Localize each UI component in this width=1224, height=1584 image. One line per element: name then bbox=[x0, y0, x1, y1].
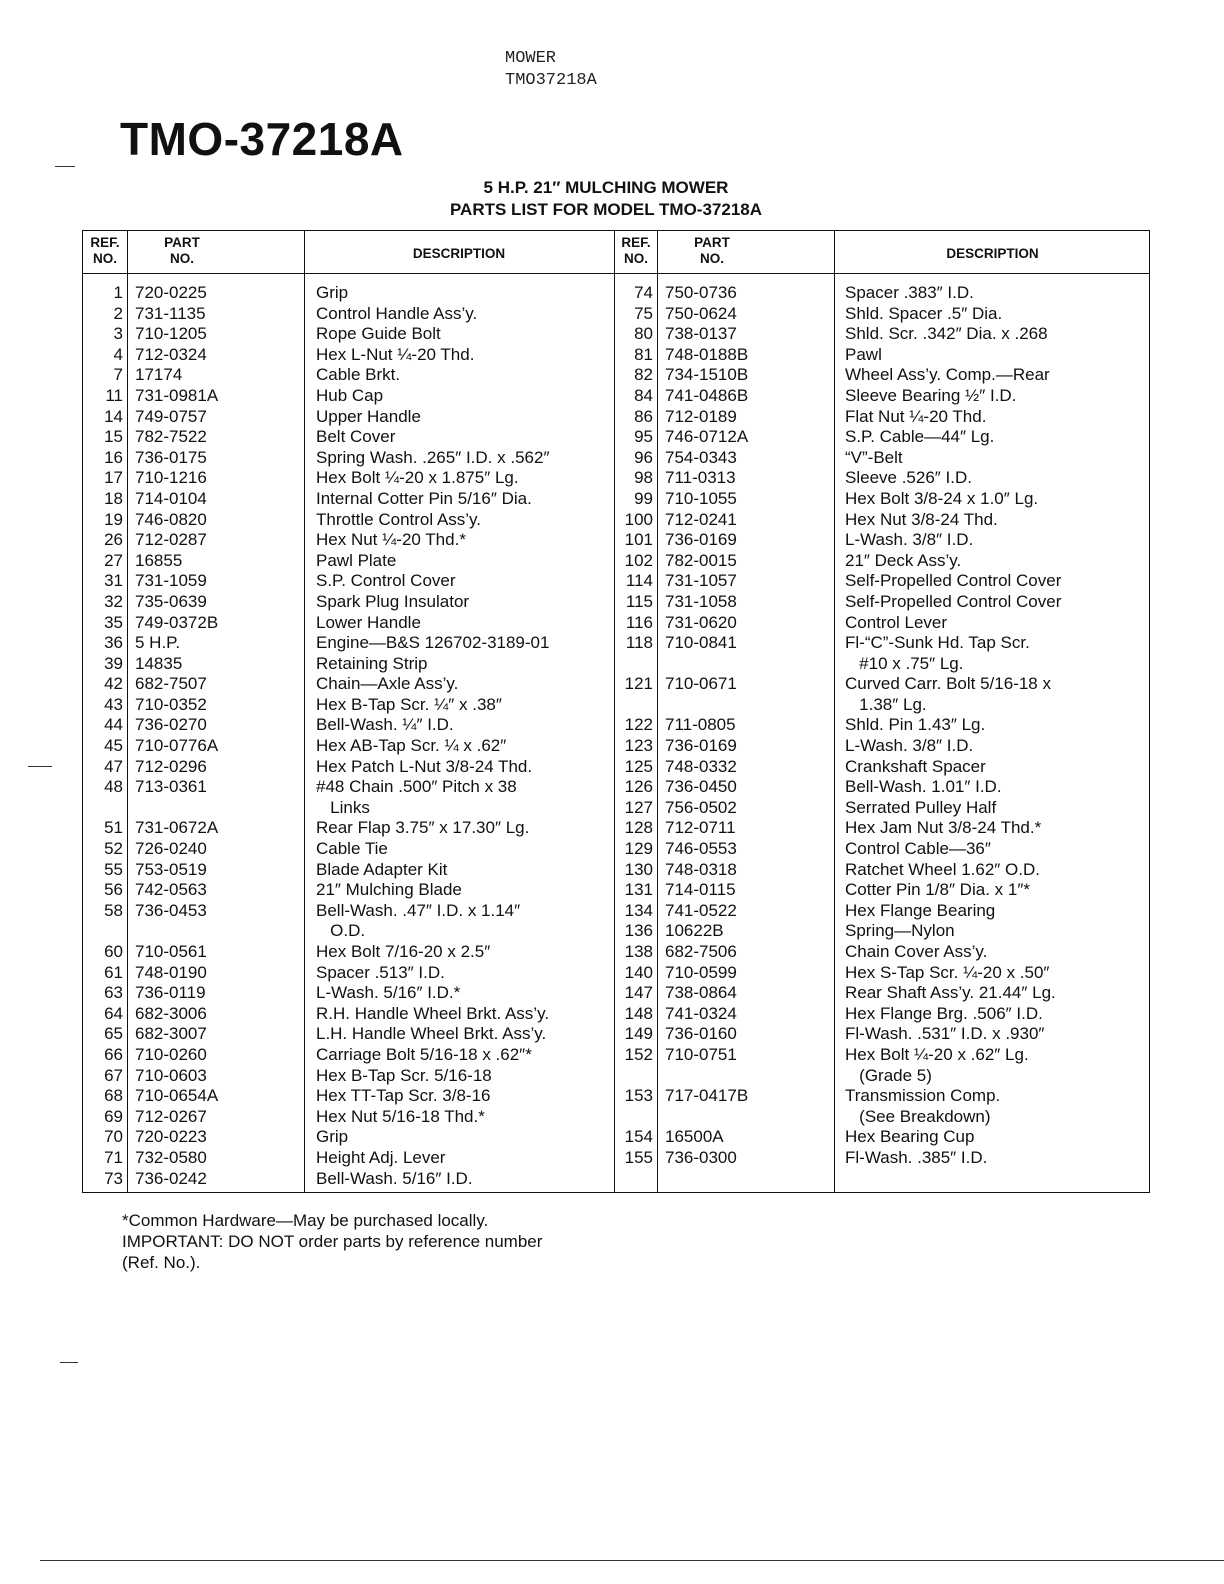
cell-desc: (Grade 5) bbox=[845, 1065, 932, 1085]
cell-ref: 130 bbox=[624, 859, 653, 879]
cell-part bbox=[665, 695, 748, 716]
cell-part: 741-0522 bbox=[665, 900, 737, 920]
cell-ref: 128 bbox=[624, 818, 653, 838]
cell-desc: Hub Cap bbox=[316, 385, 384, 405]
cell-desc: Rope Guide Bolt bbox=[316, 324, 441, 344]
cell-desc: Spark Plug Insulator bbox=[316, 591, 470, 611]
cell-part: 16855 bbox=[135, 550, 183, 570]
cell-desc: Bell-Wash. 1.01″ I.D. bbox=[845, 777, 1002, 797]
cell-part: 717-0417B bbox=[665, 1086, 749, 1106]
cell-desc: Cable Brkt. bbox=[316, 365, 401, 385]
cell-part: 731-0672A bbox=[135, 818, 219, 838]
footnote-line-1: *Common Hardware—May be purchased locally. bbox=[122, 1211, 489, 1230]
cell-ref: 154 bbox=[624, 1127, 653, 1147]
cell-ref: 32 bbox=[104, 591, 123, 611]
cell-part: 731-0620 bbox=[665, 612, 737, 632]
cell-part: 735-0639 bbox=[135, 591, 207, 611]
cell-ref: 74 bbox=[634, 283, 653, 302]
cell-desc: Control Handle Ass’y. bbox=[316, 303, 478, 323]
cell-part: 710-0841 bbox=[665, 633, 737, 653]
cell-ref: 18 bbox=[104, 488, 123, 508]
model-title: TMO-37218A bbox=[120, 113, 404, 165]
subtitle-line-2: PARTS LIST FOR MODEL TMO-37218A bbox=[449, 200, 763, 219]
cell-part: 749-0757 bbox=[135, 406, 207, 426]
cell-desc: Hex AB-Tap Scr. ¼ x .62″ bbox=[316, 736, 507, 756]
cell-ref: 63 bbox=[104, 983, 123, 1003]
cell-part: 738-0137 bbox=[665, 324, 737, 344]
header-description: DESCRIPTION bbox=[946, 246, 1039, 261]
cell-desc: #10 x .75″ Lg. bbox=[845, 653, 964, 673]
cell-ref: 118 bbox=[625, 633, 653, 653]
cell-desc: Hex Jam Nut 3/8-24 Thd.* bbox=[845, 818, 1042, 838]
cell-ref: 102 bbox=[624, 550, 653, 570]
cell-desc: Spring—Nylon bbox=[845, 921, 955, 941]
cell-part: 720-0223 bbox=[135, 1127, 207, 1147]
cell-part: 731-1057 bbox=[665, 571, 737, 591]
cell-ref: 138 bbox=[624, 942, 653, 961]
cell-desc: L.H. Handle Wheel Brkt. Ass’y. bbox=[316, 1024, 547, 1044]
cell-desc: Lower Handle bbox=[316, 612, 421, 632]
cell-part: 750-0624 bbox=[665, 303, 737, 323]
cell-part: 731-1059 bbox=[135, 571, 207, 591]
cell-part: 710-0654A bbox=[135, 1086, 219, 1106]
cell-part: 713-0361 bbox=[135, 777, 207, 797]
cell-ref: 155 bbox=[624, 1147, 653, 1167]
cell-part: 712-0189 bbox=[665, 406, 737, 426]
cell-ref: 39 bbox=[104, 653, 123, 673]
cell-desc: Pawl Plate bbox=[316, 550, 397, 570]
cell-part: 714-0104 bbox=[135, 488, 207, 508]
header-ref-no: REF. NO. bbox=[90, 235, 120, 266]
cell-desc: Hex S-Tap Scr. ¼-20 x .50″ bbox=[845, 962, 1050, 982]
cell-ref: 80 bbox=[634, 324, 653, 344]
cell-ref: 16 bbox=[104, 447, 123, 467]
cell-part: 748-0332 bbox=[665, 756, 737, 776]
cell-part: 736-0169 bbox=[665, 530, 737, 550]
cell-desc: Hex Bearing Cup bbox=[845, 1127, 975, 1147]
cell-desc: Links bbox=[316, 797, 370, 817]
cell-part bbox=[665, 1107, 748, 1128]
cell-ref: 73 bbox=[104, 1168, 123, 1188]
cell-desc: S.P. Control Cover bbox=[316, 571, 456, 591]
cell-desc: Hex Flange Bearing bbox=[845, 900, 996, 920]
left-description-column bbox=[316, 283, 549, 1189]
cell-desc: Chain—Axle Ass’y. bbox=[316, 674, 459, 694]
cell-ref: 99 bbox=[634, 488, 653, 508]
cell-part: 711-0805 bbox=[665, 715, 736, 735]
cell-ref: 68 bbox=[104, 1086, 123, 1106]
cell-ref: 19 bbox=[104, 509, 123, 529]
cell-desc: Fl-“C”-Sunk Hd. Tap Scr. bbox=[845, 633, 1030, 653]
cell-part: 736-0270 bbox=[135, 715, 207, 735]
cell-ref: 60 bbox=[104, 942, 123, 961]
cell-ref: 149 bbox=[624, 1024, 653, 1044]
cell-desc: Transmission Comp. bbox=[845, 1086, 1001, 1106]
cell-part: 682-7507 bbox=[135, 674, 207, 694]
cell-ref: 67 bbox=[104, 1065, 123, 1085]
cell-ref: 140 bbox=[624, 962, 653, 982]
cell-desc: Shld. Spacer .5″ Dia. bbox=[845, 303, 1003, 323]
cell-desc: Hex B-Tap Scr. ¼″ x .38″ bbox=[316, 694, 502, 714]
cell-ref: 4 bbox=[113, 344, 123, 364]
cell-ref: 131 bbox=[624, 880, 653, 900]
cell-part: 753-0519 bbox=[135, 859, 207, 879]
cell-part: 731-1058 bbox=[665, 591, 737, 611]
cell-desc: Hex B-Tap Scr. 5/16-18 bbox=[316, 1065, 492, 1085]
cell-desc: Spacer .383″ I.D. bbox=[845, 283, 974, 302]
cell-part: 10622B bbox=[665, 921, 724, 941]
cell-ref: 64 bbox=[104, 1003, 123, 1023]
cell-desc: Rear Flap 3.75″ x 17.30″ Lg. bbox=[316, 818, 530, 838]
cell-part: 736-0160 bbox=[665, 1024, 737, 1044]
cell-part: 710-0751 bbox=[665, 1044, 737, 1064]
cell-part: 750-0736 bbox=[665, 283, 737, 302]
footnote bbox=[122, 1210, 542, 1273]
cell-part: 714-0115 bbox=[665, 880, 736, 900]
cell-ref bbox=[83, 921, 123, 942]
cell-part: 736-0175 bbox=[135, 447, 207, 467]
cell-desc: S.P. Cable—44″ Lg. bbox=[845, 427, 995, 447]
margin-mark bbox=[55, 166, 75, 167]
header-part-no: PART NO. bbox=[694, 235, 730, 266]
cell-ref: 27 bbox=[104, 550, 123, 570]
cell-part: 16500A bbox=[665, 1127, 724, 1147]
cell-ref: 15 bbox=[104, 427, 123, 447]
cell-ref: 100 bbox=[624, 509, 653, 529]
cell-part: 710-0603 bbox=[135, 1065, 207, 1085]
cell-desc: Fl-Wash. .385″ I.D. bbox=[845, 1147, 988, 1167]
cell-part: 748-0318 bbox=[665, 859, 737, 879]
cell-ref: 134 bbox=[624, 900, 653, 920]
footnote-line-2: IMPORTANT: DO NOT order parts by reference number bbox=[122, 1232, 543, 1251]
cell-ref: 86 bbox=[634, 406, 653, 426]
cell-desc: Crankshaft Spacer bbox=[845, 756, 986, 776]
cell-desc: Belt Cover bbox=[316, 427, 396, 447]
cell-desc: Height Adj. Lever bbox=[316, 1147, 446, 1167]
cell-desc: Self-Propelled Control Cover bbox=[845, 591, 1062, 611]
subtitle-line-1: 5 H.P. 21″ MULCHING MOWER bbox=[483, 178, 729, 197]
cell-part: 738-0864 bbox=[665, 983, 737, 1003]
cell-part: 736-0300 bbox=[665, 1147, 737, 1167]
cell-ref: 3 bbox=[113, 324, 123, 344]
cell-ref: 148 bbox=[624, 1003, 653, 1023]
cell-ref: 136 bbox=[624, 921, 653, 941]
cell-ref: 126 bbox=[624, 777, 653, 797]
cell-part: 756-0502 bbox=[665, 797, 737, 817]
cell-ref: 84 bbox=[634, 385, 653, 405]
header-description: DESCRIPTION bbox=[412, 246, 506, 261]
table-divider bbox=[304, 231, 305, 1192]
cell-ref: 69 bbox=[104, 1106, 123, 1126]
cell-part: 710-1216 bbox=[135, 468, 207, 488]
cell-desc: Sleeve Bearing ½″ I.D. bbox=[845, 385, 1017, 405]
cell-part: 748-0190 bbox=[135, 962, 207, 982]
cell-desc: Hex Bolt 3/8-24 x 1.0″ Lg. bbox=[845, 488, 1039, 508]
cell-ref bbox=[83, 798, 123, 819]
cell-part: 726-0240 bbox=[135, 839, 207, 859]
cell-ref: 35 bbox=[104, 612, 123, 632]
cell-desc: Serrated Pulley Half bbox=[845, 797, 997, 817]
cell-part: 736-0450 bbox=[665, 777, 737, 797]
cell-part: 712-0267 bbox=[135, 1106, 207, 1126]
cell-desc: 21″ Mulching Blade bbox=[316, 880, 462, 900]
cell-part bbox=[665, 1066, 748, 1087]
cell-part: 712-0711 bbox=[665, 818, 736, 838]
cell-part: 711-0313 bbox=[665, 468, 736, 488]
cell-ref: 58 bbox=[104, 900, 123, 920]
cell-ref bbox=[614, 1066, 653, 1087]
right-part-column bbox=[665, 283, 748, 1169]
cell-desc: Spring Wash. .265″ I.D. x .562″ bbox=[316, 447, 550, 467]
cell-ref: 45 bbox=[104, 736, 123, 756]
cell-part: 736-0119 bbox=[135, 983, 206, 1003]
cell-ref: 114 bbox=[625, 571, 653, 591]
cell-part: 712-0324 bbox=[135, 344, 207, 364]
cell-part: 736-0453 bbox=[135, 900, 207, 920]
cell-part bbox=[135, 921, 218, 942]
cell-part: 731-1135 bbox=[135, 303, 206, 323]
cell-desc: Cotter Pin 1/8″ Dia. x 1″* bbox=[845, 880, 1030, 900]
cell-desc: Pawl bbox=[845, 344, 882, 364]
left-ref-column bbox=[83, 283, 123, 1189]
cell-ref: 44 bbox=[104, 715, 123, 735]
cell-desc: 1.38″ Lg. bbox=[845, 694, 927, 714]
cell-part: 5 H.P. bbox=[135, 633, 181, 653]
cell-part: 710-0776A bbox=[135, 736, 219, 756]
cell-ref: 129 bbox=[624, 839, 653, 859]
cell-desc: Control Lever bbox=[845, 612, 948, 632]
cell-ref: 123 bbox=[624, 736, 653, 756]
cell-ref: 31 bbox=[104, 571, 123, 591]
cell-ref: 127 bbox=[624, 797, 653, 817]
cell-desc: Hex Nut 5/16-18 Thd.* bbox=[316, 1106, 485, 1126]
cell-ref: 75 bbox=[634, 303, 653, 323]
cell-desc: Hex Nut 3/8-24 Thd. bbox=[845, 509, 998, 529]
header-part-no: PART NO. bbox=[164, 235, 200, 266]
cell-part: 682-7506 bbox=[665, 942, 737, 961]
cell-part: 712-0296 bbox=[135, 756, 207, 776]
cell-part: 746-0820 bbox=[135, 509, 207, 529]
cell-desc: Blade Adapter Kit bbox=[316, 859, 448, 879]
cell-desc: Shld. Pin 1.43″ Lg. bbox=[845, 715, 986, 735]
cell-part: 710-0561 bbox=[135, 942, 207, 961]
cell-desc: Engine—B&S 126702-3189-01 bbox=[316, 633, 550, 653]
cell-part: 720-0225 bbox=[135, 283, 207, 302]
cell-part bbox=[135, 798, 218, 819]
cell-desc: L-Wash. 3/8″ I.D. bbox=[845, 530, 974, 550]
cell-ref: 71 bbox=[104, 1147, 123, 1167]
cell-desc: L-Wash. 3/8″ I.D. bbox=[845, 736, 974, 756]
cell-ref: 51 bbox=[104, 818, 123, 838]
cell-part: 710-0671 bbox=[665, 674, 737, 694]
cell-desc: Curved Carr. Bolt 5/16-18 x bbox=[845, 674, 1051, 694]
cell-ref: 1 bbox=[113, 283, 123, 302]
page-bottom-rule bbox=[40, 1560, 1224, 1561]
footnote-line-3: (Ref. No.). bbox=[122, 1253, 201, 1272]
cell-desc: Spacer .513″ I.D. bbox=[316, 962, 445, 982]
cell-part: 710-0599 bbox=[665, 962, 737, 982]
cell-part: 682-3006 bbox=[135, 1003, 207, 1023]
cell-ref: 125 bbox=[624, 756, 653, 776]
cell-ref: 121 bbox=[624, 674, 653, 694]
header-divider bbox=[83, 273, 1149, 274]
table-divider bbox=[127, 231, 128, 1192]
cell-ref: 26 bbox=[104, 530, 123, 550]
cell-ref: 95 bbox=[634, 427, 653, 447]
cell-ref bbox=[614, 654, 653, 675]
cell-ref: 152 bbox=[624, 1044, 653, 1064]
cell-part: 746-0553 bbox=[665, 839, 737, 859]
cell-part: 736-0169 bbox=[665, 736, 737, 756]
cell-desc: Retaining Strip bbox=[316, 653, 428, 673]
cell-ref: 115 bbox=[625, 591, 653, 611]
document-stamp bbox=[505, 48, 597, 92]
cell-desc: Cable Tie bbox=[316, 839, 388, 859]
cell-part: 17174 bbox=[135, 365, 183, 385]
cell-part: 741-0486B bbox=[665, 385, 749, 405]
cell-part: 734-1510B bbox=[665, 365, 749, 385]
cell-desc: Chain Cover Ass’y. bbox=[845, 942, 988, 961]
cell-part: 736-0242 bbox=[135, 1168, 207, 1188]
cell-desc: Grip bbox=[316, 1127, 349, 1147]
cell-part: 710-0352 bbox=[135, 694, 207, 714]
cell-ref: 43 bbox=[104, 694, 123, 714]
cell-ref: 61 bbox=[104, 962, 123, 982]
cell-ref bbox=[614, 1107, 653, 1128]
cell-ref: 147 bbox=[624, 983, 653, 1003]
cell-ref: 122 bbox=[624, 715, 653, 735]
cell-desc: 21″ Deck Ass’y. bbox=[845, 550, 962, 570]
cell-desc: Flat Nut ¼-20 Thd. bbox=[845, 406, 987, 426]
cell-ref: 36 bbox=[104, 633, 123, 653]
cell-desc: Ratchet Wheel 1.62″ O.D. bbox=[845, 859, 1040, 879]
margin-mark bbox=[28, 766, 52, 767]
cell-part: 712-0241 bbox=[665, 509, 737, 529]
right-ref-column bbox=[614, 283, 653, 1169]
cell-ref: 14 bbox=[104, 406, 123, 426]
cell-part: 782-7522 bbox=[135, 427, 207, 447]
cell-ref: 48 bbox=[104, 777, 123, 797]
table-divider bbox=[834, 231, 835, 1192]
cell-desc: Grip bbox=[316, 283, 349, 302]
cell-ref: 81 bbox=[634, 344, 653, 364]
cell-part: 710-0260 bbox=[135, 1044, 207, 1064]
cell-part: 732-0580 bbox=[135, 1147, 207, 1167]
cell-desc: Throttle Control Ass’y. bbox=[316, 509, 482, 529]
cell-ref: 153 bbox=[624, 1086, 653, 1106]
cell-desc: Rear Shaft Ass’y. 21.44″ Lg. bbox=[845, 983, 1056, 1003]
cell-desc: Bell-Wash. 5/16″ I.D. bbox=[316, 1168, 473, 1188]
cell-desc: L-Wash. 5/16″ I.D.* bbox=[316, 983, 461, 1003]
cell-part: 14835 bbox=[135, 653, 183, 673]
cell-part: 712-0287 bbox=[135, 530, 207, 550]
cell-ref: 47 bbox=[104, 756, 123, 776]
cell-desc: Hex L-Nut ¼-20 Thd. bbox=[316, 344, 475, 364]
table-divider bbox=[657, 231, 658, 1192]
cell-part: 731-0981A bbox=[135, 385, 219, 405]
cell-part: 742-0563 bbox=[135, 880, 207, 900]
parts-table bbox=[82, 230, 1150, 1193]
left-part-column bbox=[135, 283, 218, 1189]
cell-desc: “V”-Belt bbox=[845, 447, 903, 467]
cell-part: 682-3007 bbox=[135, 1024, 207, 1044]
cell-desc: O.D. bbox=[316, 921, 366, 941]
cell-part: 748-0188B bbox=[665, 344, 749, 364]
right-description-column bbox=[845, 283, 1061, 1169]
cell-ref: 66 bbox=[104, 1044, 123, 1064]
cell-desc: Shld. Scr. .342″ Dia. x .268 bbox=[845, 324, 1048, 344]
cell-ref: 98 bbox=[634, 468, 653, 488]
cell-desc: (See Breakdown) bbox=[845, 1106, 991, 1126]
cell-ref: 82 bbox=[634, 365, 653, 385]
cell-desc: Hex Bolt 7/16-20 x 2.5″ bbox=[316, 942, 491, 961]
cell-part: 749-0372B bbox=[135, 612, 219, 632]
cell-desc: Control Cable—36″ bbox=[845, 839, 991, 859]
cell-part: 710-1055 bbox=[665, 488, 737, 508]
cell-desc: Hex TT-Tap Scr. 3/8-16 bbox=[316, 1086, 491, 1106]
cell-desc: Bell-Wash. .47″ I.D. x 1.14″ bbox=[316, 900, 521, 920]
cell-ref: 96 bbox=[634, 447, 653, 467]
cell-part: 782-0015 bbox=[665, 550, 737, 570]
cell-ref: 116 bbox=[625, 612, 653, 632]
header-ref-no: REF. NO. bbox=[621, 235, 651, 266]
cell-desc: Upper Handle bbox=[316, 406, 421, 426]
cell-desc: Hex Nut ¼-20 Thd.* bbox=[316, 530, 466, 550]
cell-part: 741-0324 bbox=[665, 1003, 737, 1023]
stamp-line-1: MOWER bbox=[505, 49, 557, 68]
cell-ref: 101 bbox=[624, 530, 653, 550]
cell-ref: 55 bbox=[104, 859, 123, 879]
cell-part bbox=[665, 654, 748, 675]
cell-ref: 2 bbox=[113, 303, 123, 323]
cell-desc: Hex Flange Brg. .506″ I.D. bbox=[845, 1003, 1043, 1023]
cell-ref: 42 bbox=[104, 674, 123, 694]
cell-desc: Bell-Wash. ¼″ I.D. bbox=[316, 715, 454, 735]
cell-desc: Hex Bolt ¼-20 x .62″ Lg. bbox=[845, 1044, 1029, 1064]
cell-desc: Sleeve .526″ I.D. bbox=[845, 468, 972, 488]
cell-ref: 52 bbox=[104, 839, 123, 859]
cell-desc: Hex Patch L-Nut 3/8-24 Thd. bbox=[316, 756, 533, 776]
cell-desc: Hex Bolt ¼-20 x 1.875″ Lg. bbox=[316, 468, 519, 488]
cell-ref: 17 bbox=[104, 468, 123, 488]
cell-part: 710-1205 bbox=[135, 324, 207, 344]
cell-desc: R.H. Handle Wheel Brkt. Ass’y. bbox=[316, 1003, 550, 1023]
stamp-line-2: TMO37218A bbox=[505, 71, 597, 90]
cell-ref: 65 bbox=[104, 1024, 123, 1044]
cell-ref: 56 bbox=[104, 880, 123, 900]
cell-part: 754-0343 bbox=[665, 447, 737, 467]
cell-ref: 7 bbox=[113, 365, 123, 385]
cell-ref: 70 bbox=[104, 1127, 123, 1147]
cell-desc: Self-Propelled Control Cover bbox=[845, 571, 1062, 591]
cell-desc: Fl-Wash. .531″ I.D. x .930″ bbox=[845, 1024, 1045, 1044]
cell-ref: 11 bbox=[105, 385, 123, 405]
margin-mark bbox=[60, 1362, 78, 1363]
parts-list-subtitle bbox=[0, 177, 1224, 221]
cell-desc: Carriage Bolt 5/16-18 x .62″* bbox=[316, 1044, 532, 1064]
cell-desc: #48 Chain .500″ Pitch x 38 bbox=[316, 777, 517, 797]
cell-desc: Internal Cotter Pin 5/16″ Dia. bbox=[316, 488, 532, 508]
cell-desc: Wheel Ass’y. Comp.—Rear bbox=[845, 365, 1050, 385]
cell-ref bbox=[614, 695, 653, 716]
cell-part: 746-0712A bbox=[665, 427, 749, 447]
